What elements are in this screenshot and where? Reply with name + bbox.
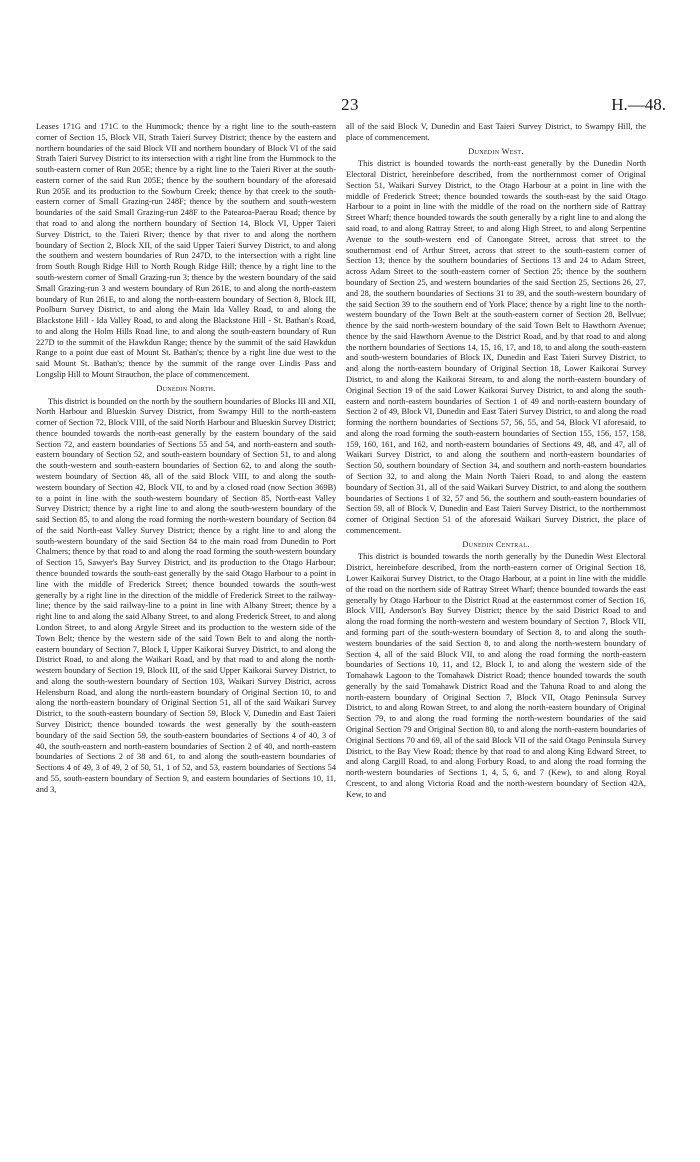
- dunedin-west-paragraph: This district is bounded towards the north-east generally by the Dunedin North Electoral District, hereinbefore described, from the northernmost corner of Original Section 51, Waikari Survey District, to the Otago Harbour at a point in line with the middle of Frederick Street; thence bounded towards the south-east by the said Otago Harbour to a point in line with the middle of the road on the northern side of Rattray Street Wharf; thence bounded towards the south generally by a right line to and along the said road, to and along Rattray Street, to and along High Street, to and along Serpentine Avenue to the south-western end of Canongate Street, across that street to the southernmost end of Arthur Street, across that street to the south-eastern corner of Section 13; thence by the southern boundaries of Sections 13 and 24 to Adam Street, across Adam Street to the south-eastern corner of Section 25; thence by the southern boundary of Section 25, and western boundaries of the said Section 25, Sections 26, 27, and 28, the southern boundaries of Sections 31 to 39, and the south-western boundary of the said Section 39 to the southern end of York Place; thence by a right line to the north-western boundary of the Town Belt at the south-eastern corner of Section 28, Bellvue; thence by the said north-western boundary of the said Town Belt to Hawthorn Avenue; thence by the said Hawthorn Avenue to the District Road, and by that road to and along the northern boundaries of Sections 14, 15, 16, 17, and 18, to and along the south-eastern and south-western boundaries of Block IX, Dunedin and East Taieri Survey District, to and along the north-eastern boundary of Original Section 18, Lower Kaikorai Survey District, to and along the Kaikorai Stream, to and along the north-eastern boundary of Original Section 19 of the said Lower Kaikorai Survey District, to and along the south-eastern and north-eastern boundaries of Section 1 of 49 and north-eastern boundary of Section 2 of 49, Block VI, Dunedin and East Taieri Survey District, to and along the road forming the northern boundaries of Sections 57, 56, 55, and 54, Block VI aforesaid, to and along the road forming the south-eastern boundaries of Section 155, 156, 157, 158, 159, 160, 161, and 162, and north-eastern boundaries of Sections 49, 48, and 47, all of Waikari Survey District, to and along the southern and north-eastern boundaries of Section 50, southern boundary of Section 34, and southern and north-eastern boundaries of Section 32, to and along the Main North Taieri Road, to and along the eastern boundary of Section 31, all of the said Waikari Survey District, to and along the southern boundaries of Sections 1 of 32, 57 and 56, the southern and south-eastern boundaries of Section 59, all of Block V, Dunedin and East Taieri Survey District, to the northernmost corner of Original Section 51 of the aforesaid Waikari Survey District, the place of commencement.: [346, 159, 646, 535]
- dunedin-north-paragraph: This district is bounded on the north by the southern boundaries of Blocks III and XII, North Harbour and Blueskin Survey District, from Swampy Hill to the north-eastern corner of Section 72, Block VIII, of the said North Harbour and Blueskin Survey District; thence bounded towards the north-east generally by the eastern boundary of the said Section 72, and eastern boundaries of Sections 55 and 54, and north-eastern and south-eastern boundary of Section 52, and south-eastern boundary of Section 51, to and along the south-western and south-eastern boundaries of Section 62, to and along the south-western boundary of Section 48, all of the said Block VIII, to and along the south-western boundary of Section 42, Block VII, to and by a closed road (now Section 369B) to a point in line with the south-western boundary of Section 85, North-east Valley Survey District; thence by a right line to and along the south-western boundary of the said Section 85, to and along the road forming the north-western boundary of Section 84 of the said North-east Valley Survey District; thence by a right line to and along the south-western boundary of the said Section 84 to the main road from Dunedin to Port Chalmers; thence by that road to and along the road forming the south-western boundary of Section 15, Sawyer's Bay Survey District, and its production to the Otago Harbour; thence bounded towards the south-east generally by the said Otago Harbour to a point in line with the middle of Frederick Street; thence bounded towards the south-west generally by a right line in the direction of the middle of Frederick Street to the railway-line; thence by the said railway-line to a point in line with Albany Street; thence by a right line to and along the said Albany Street, to and along Frederick Street, to and along London Street, to and along Argyle Street and its production to the western side of the Town Belt; thence by the western side of the said Town Belt to and along the north-eastern boundary of Section 7, Block I, Upper Kaikorai Survey District, to and along the District Road, to and along the Waikari Road, and by that road to and along the north-western boundary of Section 19, Block III, of the said Upper Kaikorai Survey District, to and along the south-western boundary of Section 103, Waikari Survey District, across Helensburn Road, and along the north-eastern boundary of Original Section 10, to and along the north-eastern boundary of Original Section 51, all of the said Waikari Survey District, to the south-eastern boundary of Section 59, Block V, Dunedin and East Taieri Survey District; thence bounded towards the west generally by the south-eastern boundary of the said Section 59, the south-eastern boundaries of Sections 4 of 40, 3 of 40, the south-eastern and north-eastern boundaries of Section 2 of 40, and north-eastern boundaries of Sections 2 of 38 and 61, to and along the south-eastern boundaries of Sections 4 of 49, 3 of 49, 2 of 50, 51, 1 of 52, and 53, eastern boundaries of Sections 54 and 55, south-eastern boundary of Section 9, and eastern boundaries of Sections 10, 11, and 3,: [36, 396, 336, 794]
- section-heading-dunedin-west: Dunedin West.: [468, 146, 524, 156]
- dunedin-central-paragraph: This district is bounded towards the north generally by the Dunedin West Electoral District, hereinbefore described, from the north-eastern corner of Original Section 18, Lower Kaikorai Survey District, to the Otago Harbour, at a point in line with the middle of the road on the northern side of Rattray Street Wharf; thence bounded towards the east generally by Otago Harbour to the District Road at the easternmost corner of Section 16, Block VIII, Anderson's Bay Survey District; thence by the said District Road to and along the road forming the north-western and western boundary of Section 7, Block VII, and forming part of the south-western boundary of Section 8, to and along the south-western boundaries of the said Section 8, to and along the north-western boundary of Section 4, all of the said Block VII, to and along the road forming the north-eastern boundaries of Sections 10, 11, and 12, Block I, to and along the western side of the Tomahawk Lagoon to the Tomahawk District Road; thence bounded towards the south generally by the said Tomahawk District Road and the Tahuna Road to and along the north-eastern boundary of Original Section 7, Block VII, Otago Peninsula Survey District, to and along Rowan Street, to and along the north-eastern boundary of Original Section 79, to and along the road forming the north-western boundaries of the said Original Section 79 and Original Section 80, to and along the north-eastern boundaries of Original Sections 70 and 69, all of the said Block VII of the said Otago Peninsula Survey District, to the Bay View Road; thence by that road to and along King Edward Street, to and along Cargill Road, to and along Forbury Road, to and along the road forming the north-western boundaries of Sections 1, 4, 5, 6, and 7 (Kew), to and along Royal Crescent, to and along Victoria Road and the north-western boundary of Section 42A, Kew, to and: [346, 552, 646, 799]
- continued-paragraph: Leases 171G and 171C to the Hummock; thence by a right line to the south-eastern corner of Section 15, Block VII, Strath Taieri Survey District; thence by the eastern and northern boundaries of the said Block VII and northern boundary of Block VI of the said Strath Taieri Survey District to its intersection with a right line from the Hummock to the south-eastern corner of Run 205E; thence by a right line to the Taieri River at the south-eastern corner of the said Run 205E; thence by the southern boundary of the aforesaid Run 205E and its production to the Sowburn Creek; thence by that creek to the south-eastern corner of Small Grazing-run 248F; thence by the southern and south-western boundaries of the said Small Grazing-run 248F to the Patearoa-Paerau Road; thence by that road to and along the northern boundary of Section 14, Block VI, Upper Taieri Survey District, to the Taieri River; thence by that river to and along the northern boundary of Section 2, Block XII, of the said Upper Taieri Survey District, to and along the southern and western boundaries of Run 247D, to the intersection with a right line from South Rough Ridge Hill to North Rough Ridge Hill; thence by a right line to the south-western corner of Small Grazing-run 3; thence by the western boundary of the said Small Grazing-run 3 and western boundary of Run 261E, to and along the north-eastern boundary of Run 261E, to and along the north-eastern boundary of Section 8, Block III, Poolburn Survey District, to and along the Main Ida Valley Road, to and along the Blackstone Hill - Ida Valley Road, to and along the Blackstone Hill - St. Bathan's Road, to and along the Holm Hills Road line, to and along the south-eastern boundary of Run 227D to the summit of the Hawkdun Range; thence by the summit of the said Hawkdun Range to a point due east of Mount St. Bathan's; thence by a right line due west to the said Mount St. Bathan's; thence by the summit of the range over Lindis Pass and Longslip Hill to Mount Strauchon, the place of commencement.: [36, 122, 336, 379]
- page-number: 23: [341, 95, 359, 114]
- section-heading-dunedin-north: Dunedin North.: [156, 383, 216, 393]
- continued-paragraph: all of the said Block V, Dunedin and East Taieri Survey District, to Swampy Hill, the place of commencement.: [346, 122, 646, 142]
- section-heading-dunedin-central: Dunedin Central.: [462, 539, 530, 549]
- page-header: [0, 0, 700, 60]
- left-column: [36, 122, 336, 795]
- document-code: H.—48.: [611, 95, 666, 114]
- right-column: [346, 122, 646, 800]
